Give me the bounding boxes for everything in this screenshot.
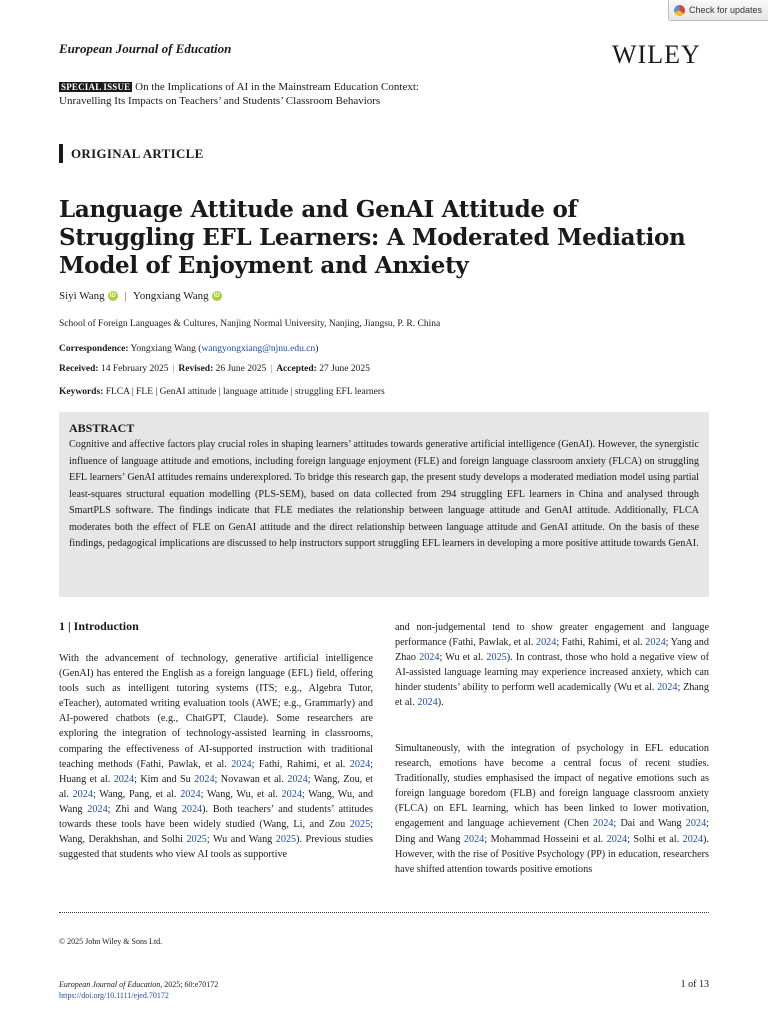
copyright: © 2025 John Wiley & Sons Ltd. xyxy=(59,937,163,946)
received-date: 14 February 2025 xyxy=(98,364,169,374)
keywords-list: FLCA | FLE | GenAI attitude | language attitude | struggling EFL learners xyxy=(103,387,385,397)
correspondence-label: Correspondence: xyxy=(59,344,129,354)
footnote-divider xyxy=(59,912,709,913)
special-issue-title-2: Unravelling Its Impacts on Teachers’ and Students’ Classroom Behaviors xyxy=(59,95,381,107)
citation-link[interactable]: 2024 xyxy=(417,697,438,709)
author-separator: | xyxy=(124,290,127,302)
intro-paragraph-1: With the advancement of technology, generative artificial intelligence (GenAI) has entered the English as a foreign language (EFL) field, offering tools such as intelligent tutoring systems (ITS; e.g., Algebra Tutor, eTeacher), automated writing evaluation tools (AWE; e.g., Grammarly) and AI-powered chatbots (e.g., ChatGPT, Claude). Some researchers are exploring the integration of technology-assisted learning in classrooms, comparing the effectiveness of AI-supported instruction with traditional teaching methods (Fathi, Pawlak, et al. 2024; Fathi, Rahimi, et al. 2024; Huang et al. 2024; Kim and Su 2024; Novawan et al. 2024; Wang, Zou, et al. 2024; Wang, Pang, et al. 2024; Wang, Wu, et al. 2024; Wang, Wu, and Wang 2024; Zhi and Wang 2024). Both teachers’ and students’ attitudes towards these tools have been widely studied (Wang, Li, and Zou 2025; Wang, Derakhshan, and Solhi 2025; Wu and Wang 2025). Previous studies suggested that students who view AI tools as supportive xyxy=(59,653,374,861)
received-label: Received: xyxy=(59,364,99,374)
intro-paragraph-2: and non-judgemental tend to show greater engagement and language performance (Fathi, Pawlak, et al. 2024; Fathi, Rahimi, et al. 2024; Yang and Zhao 2024; Wu et al. 2025). In contrast, those who hold a negative view of AI-assisted language learning may experience increased anxiety, which can hinder students’ ability to perform well academically (Wu et al. 2024; Zhang et al. 2024). xyxy=(395,622,709,709)
special-issue-tag: SPECIAL ISSUE xyxy=(61,82,131,92)
doi-link[interactable]: https://doi.org/10.1111/ejed.70172 xyxy=(59,991,169,1000)
citation-link[interactable]: 2024 xyxy=(419,652,440,664)
citation-link[interactable]: 2024 xyxy=(463,833,485,845)
citation-link[interactable]: 2024 xyxy=(281,788,302,800)
author-name[interactable]: Yongxiang Wang xyxy=(132,290,209,302)
revised-date: 26 June 2025 xyxy=(213,364,267,374)
citation-link[interactable]: 2024 xyxy=(231,758,252,770)
revised-label: Revised: xyxy=(178,364,214,374)
citation-link[interactable]: 2025 xyxy=(349,819,371,831)
check-for-updates-button[interactable] xyxy=(668,0,768,21)
citation-link[interactable]: 2024 xyxy=(593,818,614,830)
keywords xyxy=(59,387,385,397)
affiliation: School of Foreign Languages & Cultures, Nanjing Normal University, Nanjing, Jiangsu, P. R. China xyxy=(59,319,441,329)
abstract-text: Cognitive and affective factors play crucial roles in shaping learners’ attitudes towards generative artificial intelligence (GenAI). However, the synergistic influence of language attitude and emotions, including foreign language enjoyment (FLE) and foreign language classroom anxiety (FLCA) on struggling EFL learners’ GenAI attitudes remains underexplored. To bridge this research gap, the present study develops a moderated mediation model using partial least-squares structural equation modelling (PLS-SEM), based on data collected from 294 struggling EFL learners in China and analysed through SmartPLS software. The findings indicate that FLE mediates the relationship between language attitude and GenAI attitude. Additionally, FLCA moderates both the effect of FLE on GenAI attitude and the direct relationship between language attitude and GenAI attitude. On the basis of these findings, pedagogical implications are discussed to help instructors support struggling EFL learners in developing a more positive attitude towards GenAI. xyxy=(69,439,699,549)
citation-link[interactable]: 2025 xyxy=(275,834,297,846)
orcid-icon[interactable]: iD xyxy=(213,293,220,299)
date-separator: | xyxy=(172,364,175,374)
correspondence-email-link[interactable]: wangyongxiang@njnu.edu.cn xyxy=(201,344,316,354)
citation-link[interactable]: 2024 xyxy=(682,833,704,845)
section-heading: 1 | Introduction xyxy=(59,619,139,633)
author-list xyxy=(59,290,226,302)
date-separator: | xyxy=(270,364,273,374)
accepted-date: 27 June 2025 xyxy=(316,364,370,374)
abstract-heading: ABSTRACT xyxy=(69,421,135,435)
orcid-icon[interactable]: iD xyxy=(109,293,116,299)
citation-link[interactable]: 2024 xyxy=(72,788,93,800)
keywords-label: Keywords: xyxy=(59,387,104,397)
footer-volume: 2025; 60:e70172 xyxy=(162,980,219,989)
crossmark-icon xyxy=(674,5,685,16)
citation-link[interactable]: 2025 xyxy=(486,652,507,664)
correspondence-close: ) xyxy=(315,344,319,354)
citation-link[interactable]: 2024 xyxy=(194,773,215,785)
citation-link[interactable]: 2024 xyxy=(535,637,557,649)
journal-name: European Journal of Education xyxy=(59,41,232,56)
article-dates xyxy=(59,364,370,374)
citation-link[interactable]: 2024 xyxy=(87,803,108,815)
footer-citation xyxy=(59,979,218,1001)
intro-paragraph-3: Simultaneously, with the integration of psychology in EFL education research, emotions have become a central focus of recent studies. Traditionally, studies emphasised the impact of negative emotions such as foreign language boredom (FLB) and foreign language classroom anxiety (FLCA) on EFL learning, which has been linked to lower motivation, engagement and language achievement (Chen 2024; Dai and Wang 2024; Ding and Wang 2024; Mohammad Hosseini et al. 2024; Solhi et al. 2024). However, with the rise of Positive Psychology (PP) in education, researchers have shifted attention towards positive emotions xyxy=(395,743,709,875)
citation-link[interactable]: 2024 xyxy=(645,637,666,649)
citation-link[interactable]: 2024 xyxy=(287,773,308,785)
special-issue-line xyxy=(59,80,519,108)
footer-journal-name: European Journal of Education, xyxy=(59,980,163,989)
publisher-logo: WILEY xyxy=(612,40,701,69)
citation-link[interactable]: 2024 xyxy=(113,773,135,785)
correspondence-name: Yongxiang Wang ( xyxy=(128,344,202,354)
citation-link[interactable]: 2024 xyxy=(606,833,628,845)
citation-link[interactable]: 2024 xyxy=(685,818,707,830)
citation-link[interactable]: 2024 xyxy=(349,758,371,770)
article-title: Language Attitude and GenAI Attitude of Struggling EFL Learners: A Moderated Mediation Model of Enjoyment and Anxiety xyxy=(59,196,686,279)
check-updates-label: Check for updates xyxy=(688,5,762,15)
author-name[interactable]: Siyi Wang xyxy=(59,290,105,302)
special-issue-title-1: On the Implications of AI in the Mainstream Education Context: xyxy=(132,81,419,93)
article-type: ORIGINAL ARTICLE xyxy=(59,144,204,163)
accepted-label: Accepted: xyxy=(276,364,317,374)
correspondence xyxy=(59,344,318,354)
citation-link[interactable]: 2025 xyxy=(186,834,207,846)
citation-link[interactable]: 2024 xyxy=(657,682,678,694)
citation-link[interactable]: 2024 xyxy=(180,788,201,800)
page-number: 1 of 13 xyxy=(680,979,709,990)
citation-link[interactable]: 2024 xyxy=(181,803,203,815)
